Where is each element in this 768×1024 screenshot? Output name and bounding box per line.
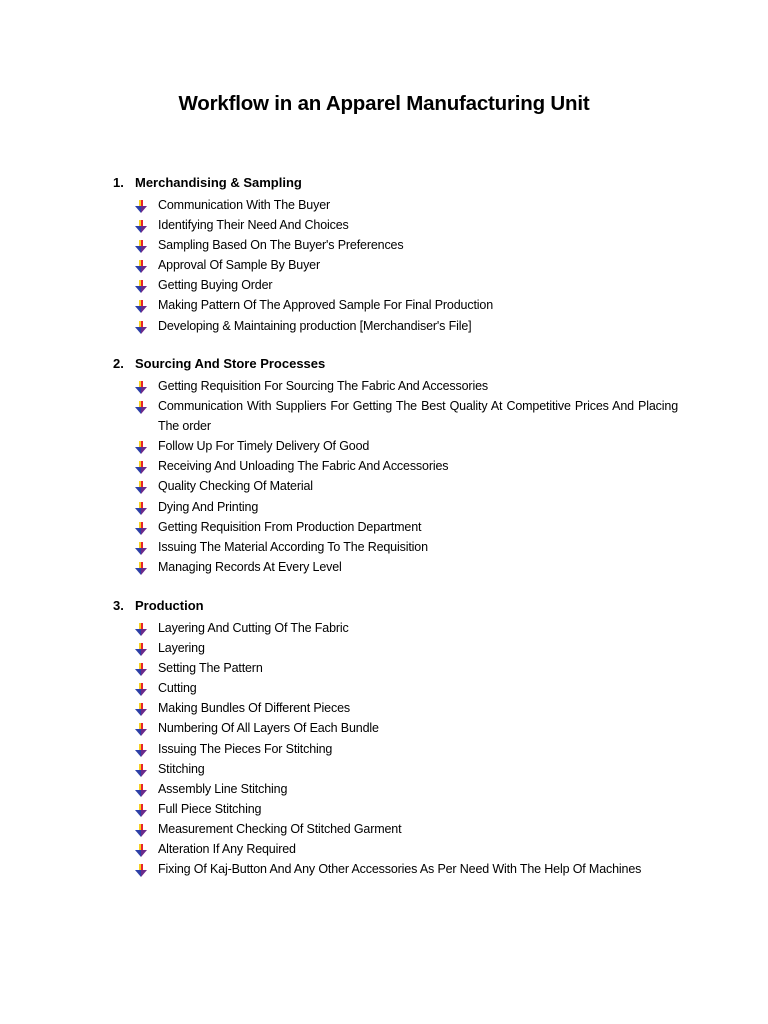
list-item: [113, 396, 678, 436]
list-item-text: Getting Requisition For Sourcing The Fabric And Accessories: [158, 379, 488, 393]
section-heading: [113, 175, 678, 195]
arrow-bullet-icon: [135, 541, 147, 554]
list-item: [113, 859, 678, 879]
list-item: [113, 638, 678, 658]
list-item-text: Layering And Cutting Of The Fabric: [158, 621, 349, 635]
arrow-bullet-icon: [135, 783, 147, 796]
arrow-bullet-icon: [135, 722, 147, 735]
arrow-bullet-icon: [135, 460, 147, 473]
arrow-bullet-icon: [135, 521, 147, 534]
list-item: [113, 678, 678, 698]
section-merchandising: [113, 175, 678, 336]
list-item: [113, 658, 678, 678]
arrow-bullet-icon: [135, 642, 147, 655]
arrow-bullet-icon: [135, 702, 147, 715]
section-number: 1.: [113, 175, 124, 190]
list-item-text: Making Bundles Of Different Pieces: [158, 701, 350, 716]
list-item-text: Fixing Of Kaj-Button And Any Other Accessories As Per Need With The Help Of Machines: [158, 862, 642, 877]
list-item-text: Full Piece Stitching: [158, 801, 262, 816]
list-item: [113, 739, 678, 759]
section-heading: [113, 598, 678, 618]
list-item-text: Communication With The Buyer: [158, 198, 331, 212]
arrow-bullet-icon: [135, 501, 147, 514]
bullet-list: [113, 618, 678, 879]
list-item: [113, 275, 678, 295]
arrow-bullet-icon: [135, 320, 147, 333]
list-item-text: Follow Up For Timely Delivery Of Good: [158, 439, 370, 454]
list-item-text: Stitching: [158, 761, 205, 776]
list-item-text: Communication With Suppliers For Getting The Best Quality At Competitive Prices And Placing The order: [158, 399, 678, 434]
list-item: [113, 295, 678, 315]
list-item-text: Identifying Their Need And Choices: [158, 218, 349, 233]
section-number: 2.: [113, 356, 124, 371]
list-item: [113, 255, 678, 275]
arrow-bullet-icon: [135, 380, 147, 393]
list-item-text: Managing Records At Every Level: [158, 559, 342, 574]
arrow-bullet-icon: [135, 219, 147, 232]
list-item-text: Assembly Line Stitching: [158, 781, 288, 796]
arrow-bullet-icon: [135, 823, 147, 836]
list-item-text: Developing & Maintaining production [Merchandiser's File]: [158, 318, 472, 333]
list-item-text: Issuing The Material According To The Requisition: [158, 539, 428, 554]
list-item-text: Cutting: [158, 681, 197, 696]
arrow-bullet-icon: [135, 622, 147, 635]
list-item-text: Making Pattern Of The Approved Sample For Final Production: [158, 298, 493, 313]
list-item-text: Layering: [158, 641, 205, 656]
list-item: [113, 476, 678, 496]
list-item-text: Getting Buying Order: [158, 278, 273, 293]
list-item-text: Numbering Of All Layers Of Each Bundle: [158, 721, 379, 736]
list-item: [113, 235, 678, 255]
section-heading: [113, 356, 678, 376]
list-item: [113, 195, 678, 215]
list-item-text: Sampling Based On The Buyer's Preferences: [158, 238, 404, 253]
arrow-bullet-icon: [135, 662, 147, 675]
section-production: [113, 598, 678, 879]
list-item-text: Dying And Printing: [158, 499, 259, 514]
list-item: [113, 456, 678, 476]
list-item: [113, 376, 678, 396]
arrow-bullet-icon: [135, 279, 147, 292]
list-item: [113, 557, 678, 577]
list-item-text: Setting The Pattern: [158, 661, 263, 676]
section-sourcing: [113, 356, 678, 577]
list-item: [113, 436, 678, 456]
list-item-text: Approval Of Sample By Buyer: [158, 258, 320, 273]
arrow-bullet-icon: [135, 440, 147, 453]
list-item: [113, 718, 678, 738]
arrow-bullet-icon: [135, 400, 147, 413]
list-item: [113, 497, 678, 517]
arrow-bullet-icon: [135, 743, 147, 756]
arrow-bullet-icon: [135, 561, 147, 574]
list-item-text: Issuing The Pieces For Stitching: [158, 741, 333, 756]
list-item: [113, 839, 678, 859]
section-number: 3.: [113, 598, 124, 613]
document-title: Workflow in an Apparel Manufacturing Unit: [178, 92, 590, 115]
list-item-text: Measurement Checking Of Stitched Garment: [158, 821, 402, 836]
list-item: [113, 779, 678, 799]
list-item: [113, 799, 678, 819]
section-title: Sourcing And Store Processes: [135, 356, 326, 371]
list-item: [113, 316, 678, 336]
list-item-text: Receiving And Unloading The Fabric And Accessories: [158, 459, 449, 474]
arrow-bullet-icon: [135, 299, 147, 312]
list-item-text: Getting Requisition From Production Department: [158, 519, 422, 534]
list-item-text: Alteration If Any Required: [158, 842, 296, 857]
list-item: [113, 819, 678, 839]
bullet-list: [113, 376, 678, 577]
arrow-bullet-icon: [135, 480, 147, 493]
list-item: [113, 759, 678, 779]
arrow-bullet-icon: [135, 803, 147, 816]
arrow-bullet-icon: [135, 259, 147, 272]
arrow-bullet-icon: [135, 239, 147, 252]
arrow-bullet-icon: [135, 199, 147, 212]
arrow-bullet-icon: [135, 843, 147, 856]
arrow-bullet-icon: [135, 682, 147, 695]
list-item: [113, 537, 678, 557]
list-item: [113, 618, 678, 638]
list-item-text: Quality Checking Of Material: [158, 479, 313, 494]
bullet-list: [113, 195, 678, 336]
arrow-bullet-icon: [135, 763, 147, 776]
list-item: [113, 698, 678, 718]
list-item: [113, 517, 678, 537]
arrow-bullet-icon: [135, 863, 147, 876]
list-item: [113, 215, 678, 235]
section-title: Production: [135, 598, 204, 613]
section-title: Merchandising & Sampling: [135, 175, 302, 190]
